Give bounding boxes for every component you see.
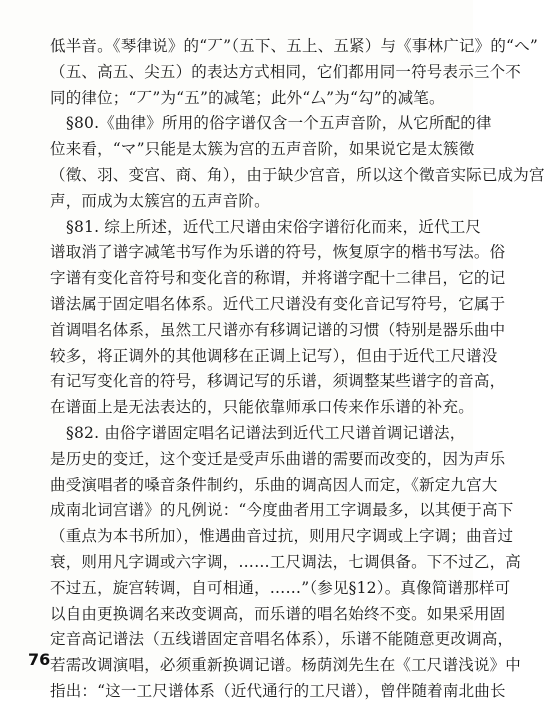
text-line: （徵、羽、变宫、商、角），由于缺少宫音，所以这个徵音实际已成为宫 [50,165,545,184]
text-line: 成南北词宫谱》的凡例说：“今度曲者用工字调最多，以其便于高下 [50,501,514,520]
text-line: 同的律位；“丆”为“五”的减笔；此外“厶”为“勾”的减笔。 [50,88,445,107]
text-line: 声，而成为太簇宫的五声音阶。 [50,191,270,210]
text-line: 是历史的变迁，这个变迁是受声乐曲谱的需要而改变的，因为声乐 [50,449,506,468]
text-line: 若需改调演唱，必须重新换调记谱。杨荫浏先生在《工尺谱浅说》中 [50,656,522,675]
text-line: 以自由更换调名来改变调高，而乐谱的唱名始终不变。如果采用固 [50,604,506,623]
text-line: （五、高五、尖五）的表达方式相同，它们都用同一符号表示三个不 [50,62,522,81]
text-line: （重点为本书所加），惟遇曲音过抗，则用尺字调或上字调；曲音过 [50,527,514,546]
text-line: 谱法属于固定唱名体系。近代工尺谱没有变化音记写符号，它属于 [50,294,506,313]
text-line: 衰，则用凡字调或六字调，……工尺调法，七调俱备。下不过乙，高 [50,552,522,571]
body-text [50,34,545,705]
text-line: 曲受演唱者的嗓音条件制约，乐曲的调高因人而定，《新定九宫大 [50,475,498,494]
text-line: 定音高记谱法（五线谱固定音唱名体系），乐谱不能随意更改调高， [50,630,514,649]
text-line: 首调唱名体系，虽然工尺谱亦有移调记谱的习惯（特别是器乐曲中 [50,320,506,339]
text-line: 指出：“这一工尺谱体系（近代通行的工尺谱），曾伴随着南北曲长 [50,681,506,700]
text-line: 位来看，“マ”只能是太簇为宫的五声音阶，如果说它是太簇徵 [50,140,475,159]
paragraph-81-start: §81. 综上所述，近代工尺谱由宋俗字谱衍化而来，近代工尺 [66,217,482,236]
paragraph-80-start: §80.《曲律》所用的俗字谱仅含一个五声音阶，从它所配的律 [66,114,492,133]
paragraph-82-start: §82. 由俗字谱固定唱名记谱法到近代工尺谱首调记谱法， [66,423,466,442]
text-line: 谱取消了谱字减笔书写作为乐谱的符号，恢复原字的楷书写法。俗 [50,243,506,262]
text-line: 不过五，旋宫转调，自可相通，……”（参见§12）。真像简谱那样可 [50,578,511,597]
text-line: 低半音。《琴律说》的“丆”（五下、五上、五紧）与《事林广记》的“へ” [50,37,538,55]
page-number: 76 [28,650,51,669]
text-line: 较多，将正调外的其他调移在正调上记写），但由于近代工尺谱没 [50,346,498,365]
text-line: 有记写变化音的符号，移调记写的乐谱，须调整某些谱字的音高， [50,372,506,391]
text-line: 字谱有变化音符号和变化音的称谓，并将谱字配十二律吕，它的记 [50,269,506,288]
text-line: 在谱面上是无法表达的，只能依靠师承口传来作乐谱的补充。 [50,398,474,417]
